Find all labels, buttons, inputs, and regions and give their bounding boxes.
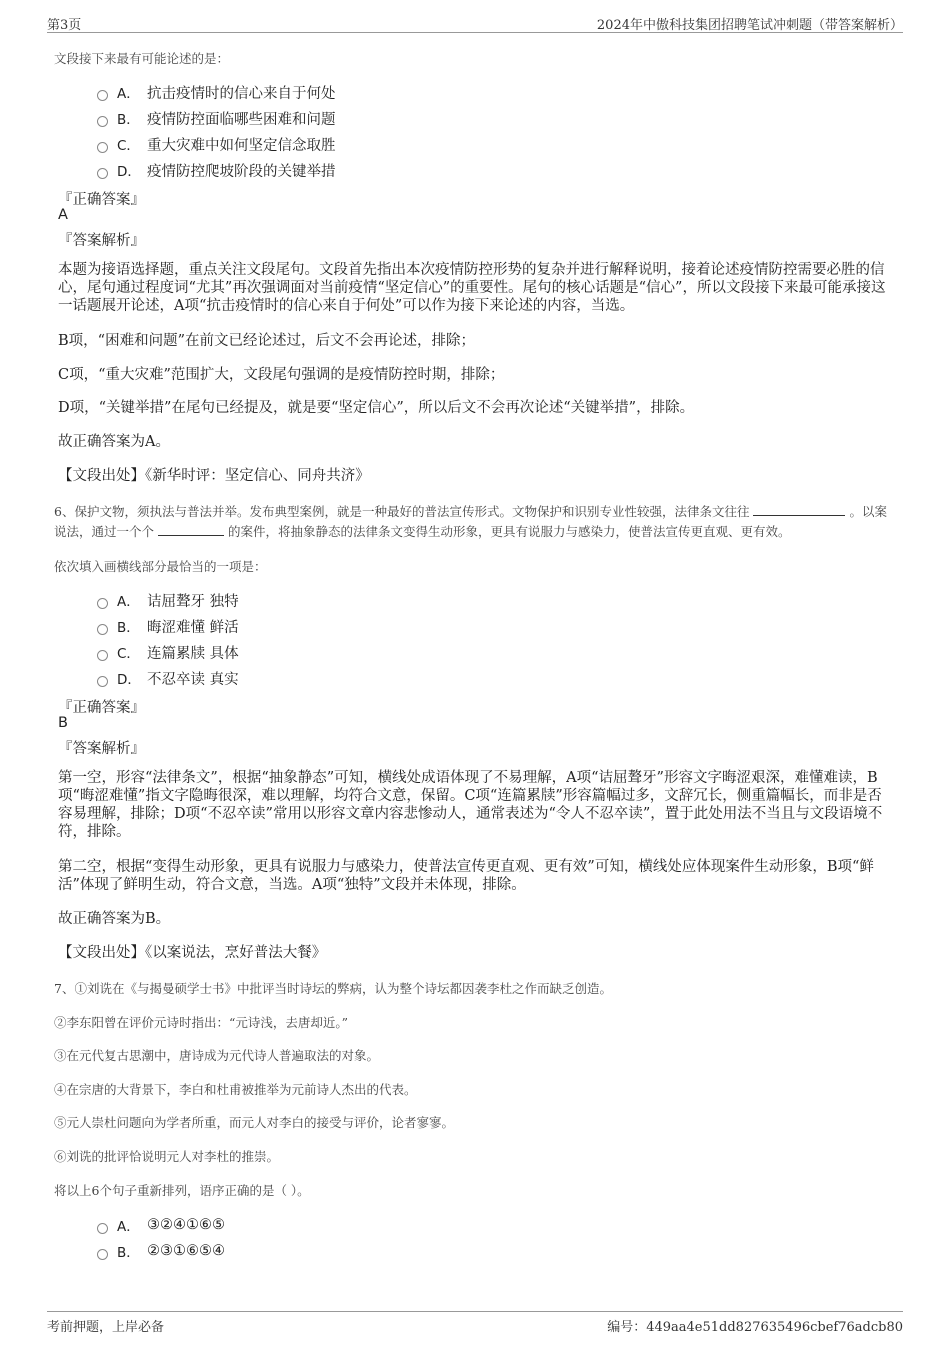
document-title: 2024年中傲科技集团招聘笔试冲刺题（带答案解析）: [596, 18, 903, 33]
page-footer: [47, 1311, 903, 1336]
q5-answer: A: [58, 207, 68, 223]
q6-answer: B: [58, 715, 68, 731]
q5-analysis-d: D项，“关键举措”在尾句已经提及，就是要“坚定信心”，所以后文不会再次论述“关键举措”，排除。: [58, 400, 695, 416]
radio-icon[interactable]: [97, 650, 108, 661]
q6-prompt: 依次填入画横线部分最恰当的一项是：: [54, 559, 267, 574]
q6-analysis-first-blank: 第一空，形容“法律条文”，根据“抽象静态”可知，横线处成语体现了不易理解，A项“诘屈聱牙”形容文字晦涩艰深，难懂难读，B项“晦涩难懂”指文字隐晦很深，难以理解，均符合文意，保留。C项“连篇累牍”形容篇幅过多，文辞冗长，侧重篇幅长，而非是否容易理解，排除；D项“不忍卒读”常用以形容文章内容悲惨动人，通常表述为“令人不忍卒读”，置于此处用法不当且与文段语境不符，排除。: [58, 770, 883, 840]
q5-source: 【文段出处】《新华时评：坚定信心、同舟共济》: [58, 468, 370, 484]
radio-icon[interactable]: [97, 116, 108, 127]
q6-analysis-second-blank: 第二空，根据“变得生动形象，更具有说服力与感染力，使普法宣传更直观、更有效”可知，横线处应体现案件生动形象，B项“鲜活”体现了鲜明生动，符合文意，当选。A项“独特”文段并未体现，排除。: [58, 859, 874, 893]
q7-option-b[interactable]: B． ②③①⑥⑤④: [97, 1241, 225, 1261]
q7-prompt: 将以上6个句子重新排列，语序正确的是（ ）。: [54, 1183, 310, 1198]
footer-slogan: 考前押题，上岸必备: [47, 1320, 165, 1335]
page-header: [47, 10, 903, 33]
q7-sentence-1: 7、①刘诜在《与揭曼硕学士书》中批评当时诗坛的弊病，认为整个诗坛都因袭李杜之作而缺乏创造。: [54, 981, 612, 996]
q5-analysis-label: 『答案解析』: [58, 233, 145, 249]
q5-option-c[interactable]: C． 重大灾难中如何坚定信念取胜: [97, 134, 336, 154]
q5-option-a[interactable]: A． 抗击疫情时的信心来自于何处: [97, 82, 336, 102]
radio-icon[interactable]: [97, 90, 108, 101]
q6-option-a[interactable]: A． 诘屈聱牙 独特: [97, 590, 239, 610]
q7-sentence-4: ④在宗唐的大背景下，李白和杜甫被推举为元前诗人杰出的代表。: [54, 1082, 417, 1097]
q5-analysis-c: C项，“重大灾难”范围扩大，文段尾句强调的是疫情防控时期，排除；: [58, 367, 505, 383]
q5-answer-label: 『正确答案』: [58, 192, 145, 208]
blank-line: [753, 502, 845, 516]
q6-option-b[interactable]: B． 晦涩难懂 鲜活: [97, 616, 239, 636]
q6-analysis-label: 『答案解析』: [58, 741, 145, 757]
radio-icon[interactable]: [97, 1249, 108, 1260]
q6-answer-label: 『正确答案』: [58, 700, 145, 716]
q6-option-c[interactable]: C． 连篇累牍 具体: [97, 642, 239, 662]
q7-sentence-5: ⑤元人崇杜问题向为学者所重，而元人对李白的接受与评价，论者寥寥。: [54, 1115, 455, 1130]
radio-icon[interactable]: [97, 142, 108, 153]
q7-option-a[interactable]: A． ③②④①⑥⑤: [97, 1215, 225, 1235]
q6-conclusion: 故正确答案为B。: [58, 911, 171, 927]
q6-option-d[interactable]: D． 不忍卒读 真实: [97, 668, 239, 688]
q5-analysis-main: 本题为接语选择题，重点关注文段尾句。文段首先指出本次疫情防控形势的复杂并进行解释说明，接着论述疫情防控需要必胜的信心，尾句通过程度词“尤其”再次强调面对当前疫情“坚定信心”的重要性。尾句的核心话题是“信心”，所以文段接下来最可能承接这一话题展开论述，A项“抗击疫情时的信心来自于何处”可以作为接下来论述的内容，当选。: [58, 262, 886, 314]
q7-sentence-2: ②李东阳曾在评价元诗时指出：“元诗浅，去唐却近。”: [54, 1015, 349, 1030]
radio-icon[interactable]: [97, 624, 108, 635]
q7-sentence-6: ⑥刘诜的批评恰说明元人对李杜的推崇。: [54, 1149, 280, 1164]
q5-prompt: 文段接下来最有可能论述的是：: [54, 51, 230, 66]
q5-option-b[interactable]: B． 疫情防控面临哪些困难和问题: [97, 108, 336, 128]
q7-sentence-3: ③在元代复古思潮中，唐诗成为元代诗人普遍取法的对象。: [54, 1048, 380, 1063]
page-number: 第3页: [47, 18, 82, 33]
q6-source: 【文段出处】《以案说法，烹好普法大餐》: [58, 945, 327, 961]
q5-analysis-b: B项，“困难和问题”在前文已经论述过，后文不会再论述，排除；: [58, 333, 475, 349]
q5-option-d[interactable]: D． 疫情防控爬坡阶段的关键举措: [97, 160, 336, 180]
q6-stem: 6、保护文物，须执法与普法并举。发布典型案例，就是一种最好的普法宣传形式。文物保护和识别专业性较强，法律条文往往 。以案说法，通过一个个 的案件，将抽象静态的法律条文变得生动形象，更具有说服力与感染力，使普法宣传更直观、更有效。: [54, 504, 887, 539]
document-id: 编号：449aa4e51dd827635496cbef76adcb80: [607, 1320, 903, 1335]
q5-conclusion: 故正确答案为A。: [58, 434, 170, 450]
blank-line: [158, 522, 224, 536]
radio-icon[interactable]: [97, 598, 108, 609]
radio-icon[interactable]: [97, 1223, 108, 1234]
radio-icon[interactable]: [97, 168, 108, 179]
radio-icon[interactable]: [97, 676, 108, 687]
